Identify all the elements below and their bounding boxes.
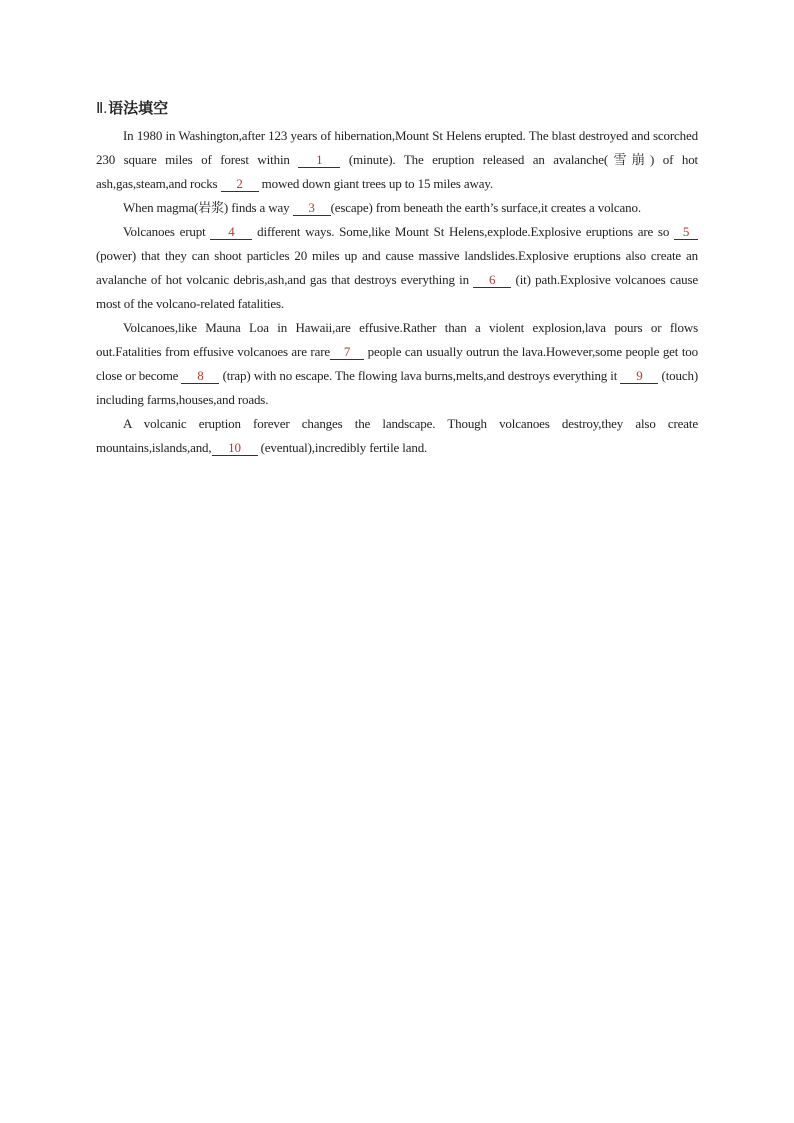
section-heading	[96, 98, 698, 120]
paragraph-3	[96, 220, 698, 316]
paragraph-5	[96, 412, 698, 460]
blank-7[interactable]: 7	[330, 345, 364, 360]
exercise-page	[96, 98, 698, 460]
blank-8[interactable]: 8	[181, 369, 219, 384]
paragraph-text: (power) that they can shoot particles 20 miles up and cause massive landslides.Explosive eruptions also create an avalanche of hot volcanic debris,ash,and gas that destroys everything in	[96, 248, 698, 287]
blank-5[interactable]: 5	[674, 225, 698, 240]
section-numeral: Ⅱ.	[96, 101, 108, 117]
blank-6[interactable]: 6	[473, 273, 511, 288]
paragraph-text: In 1980 in Washington,after 123 years of hibernation,Mount St Helens erupted. The blast destroyed and scorched 230 square miles of forest within	[96, 128, 698, 167]
paragraph-text: Volcanoes erupt	[123, 224, 211, 239]
blank-3[interactable]: 3	[293, 201, 331, 216]
paragraph-text: (eventual),incredibly fertile land.	[257, 440, 428, 455]
paragraph-2	[96, 196, 698, 220]
paragraph-text: mowed down giant trees up to 15 miles away.	[258, 176, 494, 191]
paragraph-text: (trap) with no escape. The flowing lava burns,melts,and destroys everything it	[219, 368, 621, 383]
paragraph-text: (it) path.Explosive volcanoes cause most of the volcano-related fatalities.	[96, 272, 698, 311]
paragraph-text: (minute). The eruption released an avalanche(雪崩) of hot ash,gas,steam,and rocks	[96, 152, 698, 191]
blank-2[interactable]: 2	[221, 177, 259, 192]
paragraph-4	[96, 316, 698, 412]
blank-9[interactable]: 9	[620, 369, 658, 384]
paragraph-text: people can usually outrun the lava.However,some people get too close or become	[96, 344, 698, 383]
paragraph-text: (touch) including farms,houses,and roads.	[96, 368, 699, 407]
section-title: 语法填空	[108, 100, 169, 117]
blank-10[interactable]: 10	[212, 441, 258, 456]
blank-4[interactable]: 4	[210, 225, 252, 240]
blank-1[interactable]: 1	[298, 153, 340, 168]
paragraph-1	[96, 124, 698, 196]
paragraph-text: Volcanoes,like Mauna Loa in Hawaii,are effusive.Rather than a violent explosion,lava pours or flows out.Fatalities from effusive volcanoes are rare	[96, 320, 698, 359]
paragraph-text: When magma(岩浆) finds a way	[123, 200, 293, 215]
paragraph-text: A volcanic eruption forever changes the landscape. Though volcanoes destroy,they also create mountains,islands,and,	[96, 416, 698, 455]
paragraph-text: (escape) from beneath the earth’s surface,it creates a volcano.	[330, 200, 641, 215]
paragraph-text: different ways. Some,like Mount St Helens,explode.Explosive eruptions are so	[252, 224, 674, 239]
